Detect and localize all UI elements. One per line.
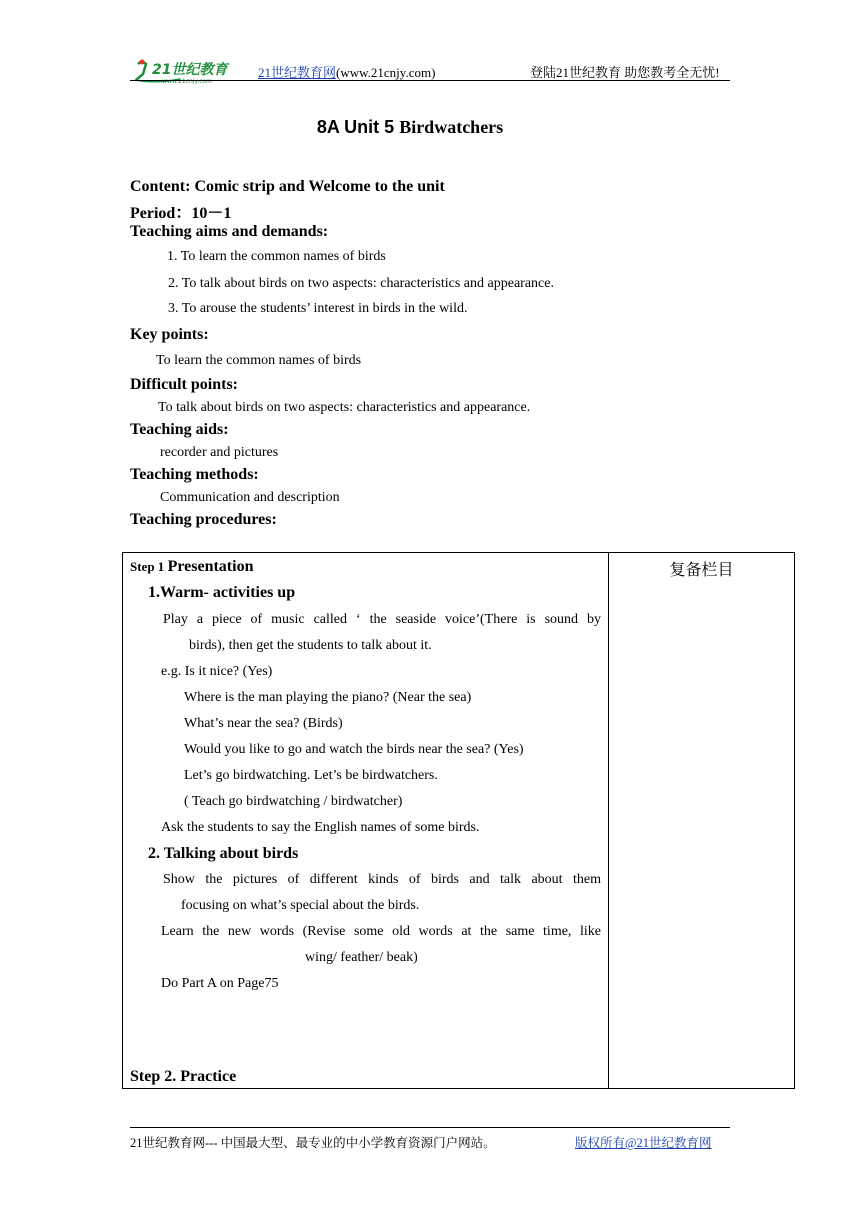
content-line: Content: Comic strip and Welcome to the unit: [130, 178, 445, 195]
step2-heading: Step 2. Practice: [130, 1068, 237, 1085]
example-line: e.g. Is it nice? (Yes): [161, 664, 273, 679]
review-column-cell: [609, 553, 795, 1089]
site-url: (www.21cnjy.com): [336, 65, 436, 80]
part-a-line: Do Part A on Page75: [161, 976, 279, 991]
review-column-header: 复备栏目: [669, 560, 734, 579]
show-text: focusing on what’s special about the birds.: [181, 898, 420, 913]
warm-up-text: Play a piece of music called ‘ the seaside voice’(There is sound by: [163, 612, 601, 627]
learn-text: Learn the new words (Revise some old words at the same time, like: [161, 924, 601, 939]
footer-divider: [130, 1127, 730, 1128]
footer-copyright-link[interactable]: 版权所有@21世纪教育网: [575, 1136, 712, 1150]
aims-heading: Teaching aims and demands:: [130, 223, 329, 240]
learn-text: wing/ feather/ beak): [305, 950, 418, 965]
aim-item: 3. To arouse the students’ interest in birds in the wild.: [168, 301, 468, 316]
site-name-link[interactable]: 21世纪教育网: [258, 65, 337, 80]
example-question: Would you like to go and watch the birds near the sea? (Yes): [184, 742, 524, 757]
aim-item: 2. To talk about birds on two aspects: characteristics and appearance.: [168, 276, 554, 291]
key-points-text: To learn the common names of birds: [156, 353, 362, 368]
teaching-methods-text: Communication and description: [160, 490, 340, 505]
aim-item: 1. To learn the common names of birds: [167, 249, 386, 264]
warm-up-text: birds), then get the students to talk about it.: [189, 638, 432, 653]
teaching-aids-text: recorder and pictures: [160, 445, 279, 460]
ask-line: Ask the students to say the English names of some birds.: [161, 820, 480, 835]
example-question: Let’s go birdwatching. Let’s be birdwatchers.: [184, 768, 438, 783]
example-question: ( Teach go birdwatching / birdwatcher): [184, 794, 403, 809]
teaching-procedures-heading: Teaching procedures:: [130, 511, 277, 528]
footer-text: 21世纪教育网--- 中国最大型、最专业的中小学教育资源门户网站。: [130, 1136, 496, 1150]
teaching-aids-heading: Teaching aids:: [130, 421, 229, 438]
teaching-methods-heading: Teaching methods:: [130, 466, 259, 483]
example-question: Where is the man playing the piano? (Near the sea): [184, 690, 472, 705]
warm-up-heading: 1.Warm- activities up: [148, 584, 296, 601]
header-divider: [130, 80, 730, 81]
key-points-heading: Key points:: [130, 326, 209, 343]
show-text: Show the pictures of different kinds of birds and talk about them: [163, 872, 601, 887]
procedures-cell: [123, 553, 609, 1089]
difficult-points-text: To talk about birds on two aspects: characteristics and appearance.: [158, 400, 531, 415]
talking-heading: 2. Talking about birds: [148, 845, 299, 862]
example-question: What’s near the sea? (Birds): [184, 716, 343, 731]
svg-text:21世纪教育: 21世纪教育: [152, 62, 228, 78]
header-site-link[interactable]: [258, 62, 435, 81]
step1-heading: Step 1 Presentation: [130, 558, 254, 575]
svg-text:www.21cnjy.com: www.21cnjy.com: [162, 78, 212, 84]
difficult-points-heading: Difficult points:: [130, 376, 238, 393]
procedures-table: [122, 552, 795, 1089]
header-slogan: 登陆21世纪教育 助您教考全无忧!: [530, 65, 720, 80]
document-title: 8A Unit 5 Birdwatchers: [316, 117, 504, 137]
period-line: Period：10－1: [130, 205, 232, 222]
